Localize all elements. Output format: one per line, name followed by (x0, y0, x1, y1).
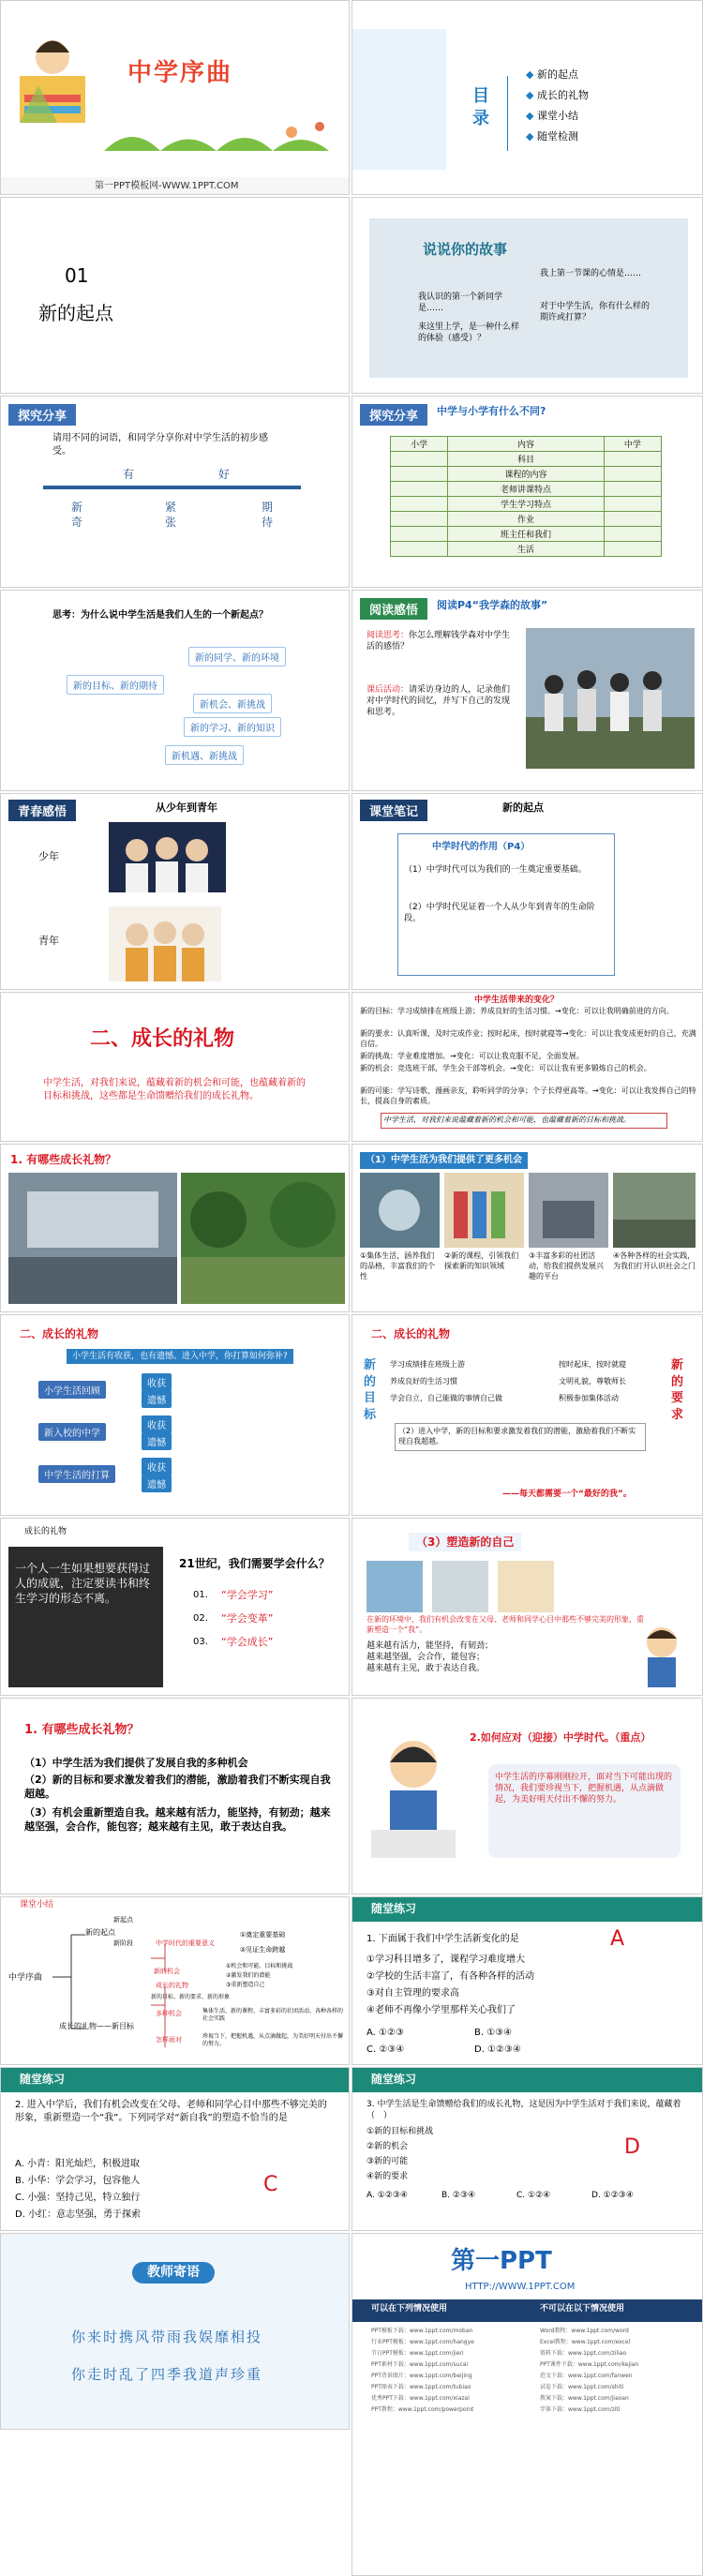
change-line: 新的机会：竞选班干部，学生会干部等机会。→变化：可以让我有更多锻炼自己的机会。 (360, 1064, 651, 1072)
diamond-icon: ◆ (526, 68, 537, 81)
youth-title: 从少年到青年 (156, 801, 217, 814)
century-num: 01. (193, 1590, 208, 1600)
century-quote: 一个人一生如果想要获得过人的成就，注定要读书和终生学习的形态不离。 (15, 1562, 151, 1606)
goal-item: 学习成绩排在班级上游 (390, 1360, 465, 1369)
idea-chip: 新的同学、新的环境 (188, 647, 286, 666)
ending-link[interactable]: 节日PPT模板：www.1ppt.com/jieri (371, 2350, 464, 2357)
girl-cartoon (366, 1727, 460, 1867)
map-leaf: 集体生活、新的课程、丰富多彩的社团活动、各种各样的社会实践 (202, 2008, 344, 2023)
map-root: 中学序曲 (8, 1973, 43, 1983)
explore-desc: 请用不同的词语，和同学分享你对中学生活的初步感受。 (52, 433, 268, 457)
notes-box-title: 中学时代的作用（P4） (432, 842, 531, 852)
gifts-title: 1. 有哪些成长礼物？ (10, 1153, 117, 1166)
quiz-answer: A (610, 1927, 625, 1951)
gift-title: 二、成长的礼物 (90, 1027, 235, 1051)
ending-link[interactable]: 行业PPT模板：www.1ppt.com/hangye (371, 2339, 474, 2345)
regret-chip: 遗憾 (142, 1475, 172, 1492)
opp-caption: ④各种各样的社会实践，为我们打开认识社会之门 (613, 1251, 696, 1270)
classroom-photo (8, 1173, 177, 1304)
section-number: 01 (65, 264, 89, 287)
century-item: “学会学习” (221, 1589, 274, 1601)
opp-caption: ②新的课程，引领我们探索新的知识领域 (444, 1251, 519, 1270)
gifts-summary-title: 1. 有哪些成长礼物？ (24, 1723, 140, 1737)
quiz-tag: 随堂练习 (371, 2073, 417, 2086)
quiz-tag: 随堂练习 (371, 1902, 417, 1915)
story-q3: 来这里上学，是一种什么样的体验（感受）？ (418, 322, 520, 344)
compare-table (390, 436, 662, 557)
slide-goals-requirements[interactable] (352, 1314, 703, 1516)
toc-item[interactable]: ◆ 随堂检测 (526, 130, 578, 142)
idea-chip: 新的目标、新的期待 (67, 675, 164, 695)
slide-gifts-photos[interactable] (0, 1144, 350, 1312)
reading-title: 阅读P4“我学森的故事” (437, 599, 548, 611)
growth-images (366, 1561, 554, 1612)
notes-title: 新的起点 (502, 801, 544, 814)
quiz-choice[interactable]: C. 小强：坚持己见，特立独行 (15, 2193, 141, 2203)
teens-photo (109, 906, 221, 981)
new-self-p1: 在新的环境中，我们有机会改变在父母、老师和同学心目中那些不够完美的形象，重新塑造一个“我”。 (366, 1615, 644, 1634)
map-leaf: ③重新塑造自己 (226, 1982, 265, 1988)
goal-item: 学会自立，自己能做的事情自己做 (390, 1394, 502, 1402)
quiz-answer: D (624, 2135, 640, 2159)
slide-summary-map[interactable] (0, 1896, 350, 2065)
story-q1: 我认识的第一个新同学是…… (418, 292, 503, 314)
ending-link[interactable]: Excel教程：www.1ppt.com/excel (540, 2339, 631, 2345)
regret-chip: 遗憾 (142, 1432, 172, 1450)
slide-gifts-summary[interactable] (0, 1698, 350, 1895)
quiz-choice[interactable]: B. ①③④ (474, 2028, 513, 2038)
new-self-p2: 越来越有活力，能坚持，有韧劲； 越来越坚强，会合作，能包容； 越来越有主见，敢于表达自我。 (366, 1641, 494, 1674)
gain-chip: 收获 (142, 1373, 172, 1391)
gift-body: 中学生活，对我们来说，蕴藏着新的机会和可能，也蕴藏着新的目标和挑战，这些都是生命馈赠给我们的成长礼物。 (43, 1078, 306, 1101)
gain-chip: 收获 (142, 1415, 172, 1433)
slide-respond[interactable] (352, 1698, 703, 1895)
section-title: 新的起点 (38, 302, 113, 324)
respond-body: 中学生活的序幕刚刚拉开，面对当下可能出现的情况，我们要珍视当下，把握机遇，从点滴做起，为美好明天付出不懈的努力。 (495, 1773, 673, 1805)
club-photo (529, 1173, 608, 1248)
slide-story[interactable] (352, 197, 703, 394)
req-item: 按时起床，按时就寝 (559, 1360, 626, 1369)
youth-label: 青年 (38, 935, 59, 947)
group-label: 中学生活的打算 (38, 1465, 115, 1483)
story-q4: 对于中学生活，你有什么样的期许或打算？ (540, 302, 651, 323)
ending-link[interactable]: 优秀PPT下载：www.1ppt.com/xiazai (371, 2395, 470, 2402)
century-item: “学会成长” (221, 1636, 274, 1648)
ending-logo: 第一PPT (451, 2247, 552, 2275)
slide-cover[interactable] (0, 0, 350, 195)
slide-21st[interactable] (0, 1518, 350, 1696)
toc-item[interactable]: ◆ 新的起点 (526, 68, 578, 81)
change-line: 新的要求：认真听课，及时完成作业；按时起床，按时就寝等→变化：可以让我变成更好的自己，充满自信。 (360, 1029, 696, 1048)
cover-title: 中学序曲 (127, 59, 233, 87)
explore-tag: 探究分享 (360, 404, 427, 426)
respond-title: 2.如何应对（迎接）中学时代。（重点） (470, 1731, 651, 1744)
goals-note: （2）进入中学，新的目标和要求激发着我们的潜能，激励着我们不断实现自我超越。 (395, 1423, 646, 1451)
slide-youth[interactable] (0, 793, 350, 990)
table-cell: 作业 (448, 512, 604, 527)
explore-tag: 探究分享 (8, 404, 76, 426)
quiz-option: ①学习科目增多了，课程学习难度增大 (366, 1954, 525, 1965)
ending-link[interactable]: PPT课件下载：www.1ppt.com/kejian (540, 2361, 639, 2368)
slide-quiz-2[interactable] (0, 2067, 350, 2231)
ending-link[interactable]: 字体下载：www.1ppt.com/ziti (540, 2406, 621, 2413)
quiz-question: 3. 中学生活是生命馈赠给我们的成长礼物，这是因为中学生活对于我们来说，蕴藏着（ ） (366, 2100, 681, 2121)
notes-p2: （2）中学时代见证着一个人从少年到青年的生命阶段。 (404, 903, 595, 924)
map-leaf: 成长的礼物 (156, 1982, 188, 1989)
slide-gift-intro[interactable] (0, 992, 350, 1142)
teacher-line: 你走时乱了四季我道声珍重 (71, 2366, 263, 2383)
story-q2: 我上第一节课的心情是…… (540, 269, 642, 278)
map-leaf: 新起点 (113, 1916, 133, 1924)
quiz-answer: C (263, 2173, 278, 2196)
toc-item[interactable]: ◆ 成长的礼物 (526, 89, 589, 101)
cover-grass (104, 113, 348, 151)
word: 新奇 (71, 501, 83, 530)
diamond-icon: ◆ (526, 130, 537, 142)
table-cell: 生活 (448, 542, 604, 557)
req-item: 文明礼貌，尊敬师长 (559, 1377, 626, 1385)
compare-question: 中学与小学有什么不同? (437, 405, 546, 417)
quiz-choice[interactable]: A. ①②③ (366, 2028, 404, 2038)
boys-photo (109, 822, 226, 892)
teacher-line: 你来时携风带雨我娱靡相投 (71, 2329, 263, 2345)
quiz-choice[interactable]: B. ②③④ (441, 2191, 476, 2200)
century-tag: 成长的礼物 (24, 1527, 67, 1536)
quiz-choice[interactable]: B. 小华：学会学习，包容他人 (15, 2176, 141, 2186)
century-item: “学会变革” (221, 1612, 274, 1625)
toc-title: 目录 (472, 86, 489, 129)
slide-changes[interactable] (352, 992, 703, 1142)
activity-photo (360, 1173, 440, 1248)
ending-link[interactable]: PPT图表下载：www.1ppt.com/tubiao (371, 2384, 471, 2390)
map-leaf: ②见证生命跨越 (240, 1946, 286, 1954)
slide-explore-words[interactable] (0, 396, 350, 588)
map-leaf: 新的目标、新的要求、新的形象 (151, 1994, 231, 2000)
toc-item[interactable]: ◆ 课堂小结 (526, 110, 578, 122)
quiz-choice[interactable]: D. ①②③④ (591, 2191, 634, 2200)
slide-quiz-1[interactable] (352, 1896, 703, 2065)
map-leaf: 怎样面对 (156, 2036, 182, 2044)
word: 期待 (262, 501, 274, 530)
group-label: 新入校的中学 (38, 1423, 106, 1441)
cover-footer: 第一PPT模板网-WWW.1PPT.COM (95, 181, 239, 191)
opp-caption: ③丰富多彩的社团活动，给我们提供发展兴趣的平台 (529, 1251, 604, 1281)
teacher-banner: 教师寄语 (132, 2262, 215, 2284)
outdoor-photo (181, 1173, 345, 1304)
practice-photo (613, 1173, 696, 1248)
notes-p1: （1）中学时代可以为我们的一生奠定重要基础。 (404, 865, 587, 875)
map-leaf: 珍视当下，把握机遇，从点滴做起，为美好明天付出不懈的努力。 (202, 2033, 344, 2048)
quiz-option: ①新的目标和挑战 (366, 2127, 434, 2136)
idea-chip: 新机遇、新挑战 (165, 745, 244, 765)
youth-label: 少年 (38, 850, 59, 862)
quiz-question: 2. 进入中学后，我们有机会改变在父母、老师和同学心目中那些不够完美的形象，重新塑造一个“我”。下列同学对“新自我”的塑造不恰当的是 (15, 2100, 327, 2123)
map-leaf: 新阶段 (113, 1939, 133, 1947)
story-heading: 说说你的故事 (423, 241, 508, 258)
opp-banner: （1）中学生活为我们提供了更多机会 (360, 1152, 528, 1169)
change-line: 新的目标：学习成绩排在班级上游；养成良好的生活习惯。→变化：可以让我明确前进的方向。 (360, 1007, 674, 1015)
table-cell: 科目 (448, 452, 604, 467)
map-leaf: 中学时代的重要意义 (156, 1939, 215, 1947)
goals-left-label: 新的目标 (364, 1358, 377, 1422)
map-branch: 新的起点 (85, 1928, 115, 1937)
youth-tag: 青春感悟 (8, 800, 76, 821)
students-photo (526, 628, 695, 769)
goals-title: 二、成长的礼物 (371, 1327, 451, 1340)
quiz-tag: 随堂练习 (20, 2073, 66, 2086)
slide-quiz-3[interactable] (352, 2067, 703, 2231)
idea-chip: 新的学习、新的知识 (184, 717, 281, 737)
slide-notes[interactable] (352, 793, 703, 990)
table-cell: 课程的内容 (448, 467, 604, 482)
reading-think: 阅读思考：你怎么理解钱学森对中学生活的感悟？ (366, 631, 511, 652)
kids-reading-illustration (10, 20, 95, 132)
map-leaf: ①机会和可能、目标和挑战 (226, 1963, 293, 1969)
slide-compare-table[interactable] (352, 396, 703, 588)
ending-link[interactable]: PPT教程：www.1ppt.com/powerpoint (371, 2406, 474, 2413)
gifts-summary-l1: （1）中学生活为我们提供了发展自我的多种机会 (24, 1757, 248, 1769)
reading-activity: 课后活动：请采访身边的人，记录他们对中学时代的回忆，并写下自己的发现和思考。 (366, 685, 511, 718)
quiz-choice[interactable]: C. ①②④ (516, 2191, 551, 2200)
change-line: 新的挑战：学业难度增加。→变化：可以让我克服不足，全面发展。 (360, 1052, 584, 1060)
map-leaf: 多种机会 (156, 2010, 182, 2017)
ending-link[interactable]: Word教程：www.1ppt.com/word (540, 2328, 629, 2334)
quiz-choice[interactable]: D. ①②③④ (474, 2044, 521, 2055)
quiz-option: ④新的要求 (366, 2172, 409, 2181)
slide-teacher-message[interactable] (0, 2233, 350, 2430)
ending-link[interactable]: PPT素材下载：www.1ppt.com/sucai (371, 2361, 469, 2368)
century-title: 21世纪，我们需要学会什么？ (179, 1557, 330, 1570)
idea-chip: 新机会、新挑战 (193, 694, 272, 713)
student-cartoon (634, 1622, 690, 1687)
word: 好 (218, 468, 231, 481)
quiz-option: ②学校的生活丰富了，有各种各样的活动 (366, 1971, 534, 1982)
quiz-option: ④老师不再像小学里那样关心我们了 (366, 2005, 516, 2015)
quiz-question: 1. 下面属于我们中学生活新变化的是 (366, 1934, 519, 1944)
century-num: 03. (193, 1637, 208, 1647)
reflection-title: 二、成长的礼物 (20, 1327, 99, 1340)
reflection-question: 小学生活有收获，也有遗憾。进入中学，你打算如何弥补? (67, 1349, 293, 1364)
slide-1ppt-ending[interactable] (352, 2233, 703, 2576)
goals-footer: ——每天都需要一个“最好的我”。 (502, 1490, 632, 1499)
century-num: 02. (193, 1613, 208, 1624)
quiz-option: ③对自主管理的要求高 (366, 1988, 459, 1999)
quiz-choice[interactable]: A. 小青：阳光灿烂，积极进取 (15, 2159, 141, 2169)
map-branch: 成长的礼物——新目标 (59, 2022, 134, 2030)
ending-link[interactable]: PPT模板下载：www.1ppt.com/moban (371, 2328, 473, 2334)
changes-heading: 中学生活带来的变化？ (474, 996, 560, 1005)
ending-link[interactable]: PPT背景图片：www.1ppt.com/beijing (371, 2373, 472, 2379)
req-item: 积极参加集体活动 (559, 1394, 619, 1402)
ending-link[interactable]: 教案下载：www.1ppt.com/jiaoan (540, 2395, 629, 2402)
diamond-icon: ◆ (526, 110, 537, 122)
diamond-icon: ◆ (526, 89, 537, 101)
group-label: 小学生活回顾 (38, 1381, 106, 1399)
table-header: 内容 (448, 437, 604, 452)
slide-opportunities[interactable] (352, 1144, 703, 1312)
notes-tag: 课堂笔记 (360, 800, 427, 821)
quiz-choice[interactable]: A. ①②③④ (366, 2191, 408, 2200)
ending-right-title: 不可以在以下情况使用 (540, 2304, 625, 2314)
map-leaf: ①奠定重要基础 (240, 1931, 286, 1939)
quiz-choice[interactable]: C. ②③④ (366, 2044, 405, 2055)
table-cell: 学生学习特点 (448, 497, 604, 512)
books-photo (444, 1173, 524, 1248)
slide-section-01[interactable] (0, 197, 350, 394)
ending-link[interactable]: 试卷下载：www.1ppt.com/shiti (540, 2384, 624, 2390)
map-leaf: ②激发我们的潜能 (226, 1972, 271, 1979)
summary-tag: 课堂小结 (20, 1900, 54, 1910)
gifts-summary-l3: （3）有机会重新塑造自我。越来越有活力，能坚持，有韧劲；越来越坚强，会合作，能包容；越来越有主见，敢于表达自我。 (24, 1806, 331, 1833)
slide-think[interactable] (0, 590, 350, 791)
table-header: 中学 (604, 437, 661, 452)
ending-left-title: 可以在下列情况使用 (371, 2304, 448, 2314)
map-leaf: 新的机会 (154, 1968, 180, 1975)
slide-reading[interactable] (352, 590, 703, 791)
table-cell: 老师讲课特点 (448, 482, 604, 497)
slide-reflection[interactable] (0, 1314, 350, 1516)
table-cell: 班主任和我们 (448, 527, 604, 542)
quiz-option: ②新的机会 (366, 2142, 409, 2151)
table-header: 小学 (391, 437, 448, 452)
reading-tag: 阅读感悟 (360, 598, 427, 620)
slide-new-self[interactable] (352, 1518, 703, 1696)
goal-item: 养成良好的生活习惯 (390, 1377, 457, 1385)
gifts-summary-l2: （2）新的目标和要求激发着我们的潜能，激励着我们不断实现自我超越。 (24, 1774, 331, 1800)
change-line: 新的可能：学写诗歌、漫画亲友，聆听同学的分享；个子长得更高等。→变化：可以让我发挥自己的特长，提高自身的素质。 (360, 1086, 696, 1105)
quiz-option: ③新的可能 (366, 2157, 409, 2166)
new-self-heading: （3）塑造新的自己 (409, 1533, 521, 1551)
slide-toc[interactable] (352, 0, 703, 195)
word: 有 (123, 468, 135, 481)
gain-chip: 收获 (142, 1458, 172, 1475)
goals-right-label: 新的要求 (671, 1358, 684, 1422)
ending-url: HTTP://WWW.1PPT.COM (465, 2282, 576, 2292)
changes-box: 中学生活，对我们来说蕴藏着新的机会和可能，也蕴藏着新的目标和挑战。 (381, 1113, 667, 1129)
think-question: 思考：为什么说中学生活是我们人生的一个新起点？ (52, 610, 268, 621)
ending-link[interactable]: 资料下载：www.1ppt.com/ziliao (540, 2350, 627, 2357)
regret-chip: 遗憾 (142, 1390, 172, 1408)
quiz-choice[interactable]: D. 小红：意志坚强，勇于探索 (15, 2209, 142, 2220)
ending-link[interactable]: 范文下载：www.1ppt.com/fanwen (540, 2373, 633, 2379)
opp-caption: ①集体生活，涵养我们的品格，丰富我们的个性 (360, 1251, 435, 1281)
word: 紧张 (165, 501, 177, 530)
